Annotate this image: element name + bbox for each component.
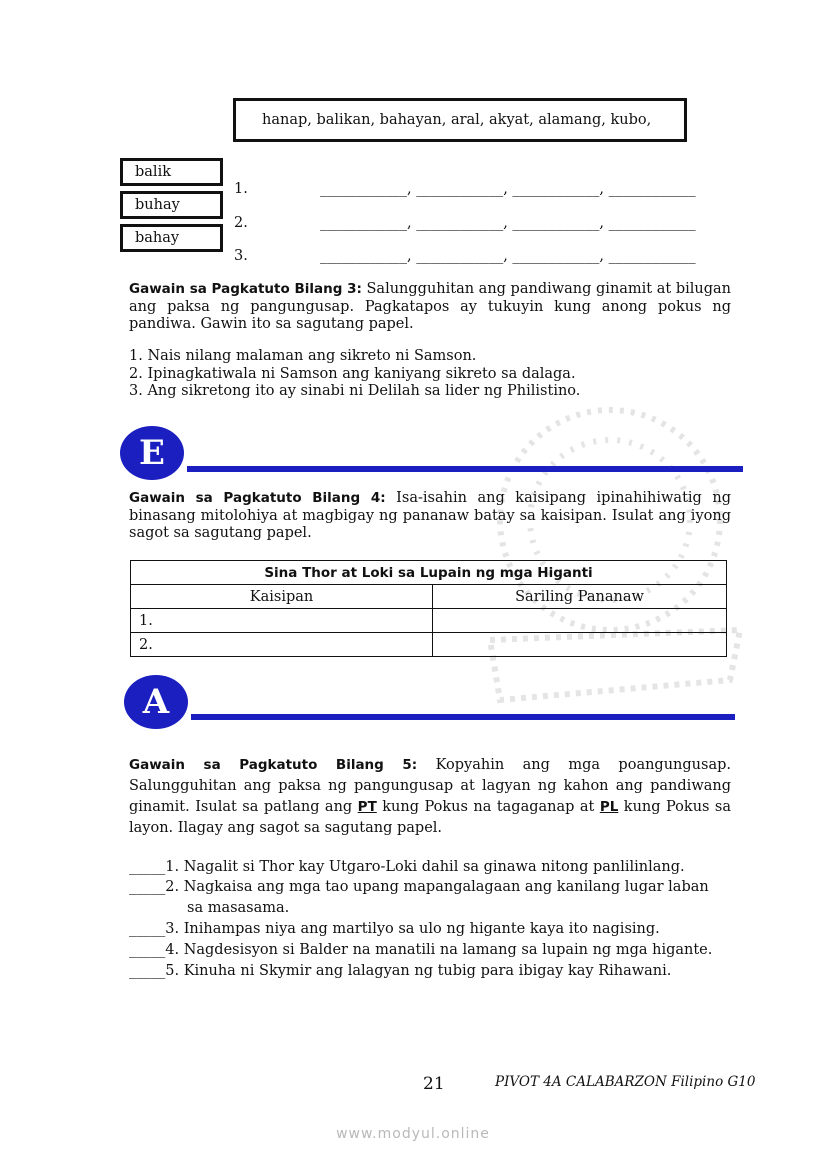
blank-row-lines[interactable]: ____________, ____________, ____________, ____________: [320, 181, 696, 197]
blank-row-number: 3.: [234, 248, 248, 264]
gawain4-instructions: [129, 490, 731, 543]
list-item: _____2. Nagkaisa ang mga tao upang mapangalagaan ang kanilang lugar laban: [129, 879, 709, 895]
blank-row-lines[interactable]: ____________, ____________, ____________, ____________: [320, 215, 696, 231]
gawain3-instructions: [129, 281, 731, 334]
root-word-box: balik: [120, 158, 223, 186]
blank-row-number: 1.: [234, 181, 248, 197]
list-item: _____1. Nagalit si Thor kay Utgaro-Loki dahil sa ginawa nitong panlilinlang.: [129, 859, 685, 875]
section-a-rule: [191, 714, 735, 720]
table-cell[interactable]: 1.: [131, 609, 433, 633]
root-word-box: buhay: [120, 191, 223, 219]
gawain5-text-b: kung Pokus na tagaganap at: [382, 799, 595, 815]
table-row: [131, 609, 727, 633]
gawain3-text: Salungguhitan ang pandiwang ginamit at bilugan ang paksa ng pangungusap. Pagkatapos ay tukuyin kung anong pokus ng pandiwa. Gawin ito sa sagutang papel.: [129, 281, 731, 332]
stamp-watermark: [470, 380, 750, 720]
word-bank-text: hanap, balikan, bahayan, aral, akyat, alamang, kubo,: [262, 112, 652, 128]
pl-label: PL: [599, 799, 619, 815]
gawain5-text-a: Kopyahin ang mga poangungusap. Salungguhitan ang paksa ng pangungusap at lagyan ng kahon ang pandiwang ginamit. Isulat sa patlang ang: [129, 757, 731, 815]
list-item: _____4. Nagdesisyon si Balder na manatili na lamang sa lupain ng mga higante.: [129, 942, 713, 958]
gawain4-text: Isa-isahin ang kaisipang ipinahihiwatig ng binasang mitolohiya at magbigay ng pananaw batay sa kaisipan. Isulat ang iyong sagot sa sagutang papel.: [129, 490, 731, 541]
root-word-box: bahay: [120, 224, 223, 252]
site-watermark: www.modyul.online: [336, 1126, 490, 1142]
blank-row-lines[interactable]: ____________, ____________, ____________, ____________: [320, 248, 696, 264]
page-number: 21: [423, 1074, 445, 1094]
gawain5-heading: Gawain sa Pagkatuto Bilang 5:: [129, 757, 418, 773]
list-item: _____3. Inihampas niya ang martilyo sa ulo ng higante kaya ito nagising.: [129, 921, 660, 937]
table-cell[interactable]: 2.: [131, 633, 433, 657]
table-row: [131, 633, 727, 657]
gawain5-instructions: [129, 755, 731, 839]
blank-row-number: 2.: [234, 215, 248, 231]
list-item: 2. Ipinagkatiwala ni Samson ang kaniyang sikreto sa dalaga.: [129, 366, 576, 382]
table-title: Sina Thor at Loki sa Lupain ng mga Higanti: [131, 561, 727, 585]
gawain3-heading: Gawain sa Pagkatuto Bilang 3:: [129, 281, 362, 297]
footer-title: PIVOT 4A CALABARZON Filipino G10: [495, 1074, 756, 1090]
pt-label: PT: [357, 799, 377, 815]
table-header-kaisipan: Kaisipan: [131, 585, 433, 609]
list-item: _____5. Kinuha ni Skymir ang lalagyan ng tubig para ibigay kay Rihawani.: [129, 963, 672, 979]
gawain5-text-c: kung Pokus sa layon. Ilagay ang sagot sa sagutang papel.: [129, 799, 732, 836]
section-a-badge: A: [124, 675, 188, 729]
word-bank-box: [233, 98, 687, 142]
section-e-badge: E: [120, 426, 184, 480]
section-e-rule: [187, 466, 743, 472]
kaisipan-table: [130, 560, 727, 657]
table-cell[interactable]: [433, 633, 727, 657]
list-item: 3. Ang sikretong ito ay sinabi ni Delilah sa lider ng Philistino.: [129, 383, 581, 399]
list-item-continuation: sa masasama.: [187, 900, 290, 916]
table-header-pananaw: Sariling Pananaw: [433, 585, 727, 609]
list-item: 1. Nais nilang malaman ang sikreto ni Samson.: [129, 348, 477, 364]
table-cell[interactable]: [433, 609, 727, 633]
gawain4-heading: Gawain sa Pagkatuto Bilang 4:: [129, 490, 386, 506]
